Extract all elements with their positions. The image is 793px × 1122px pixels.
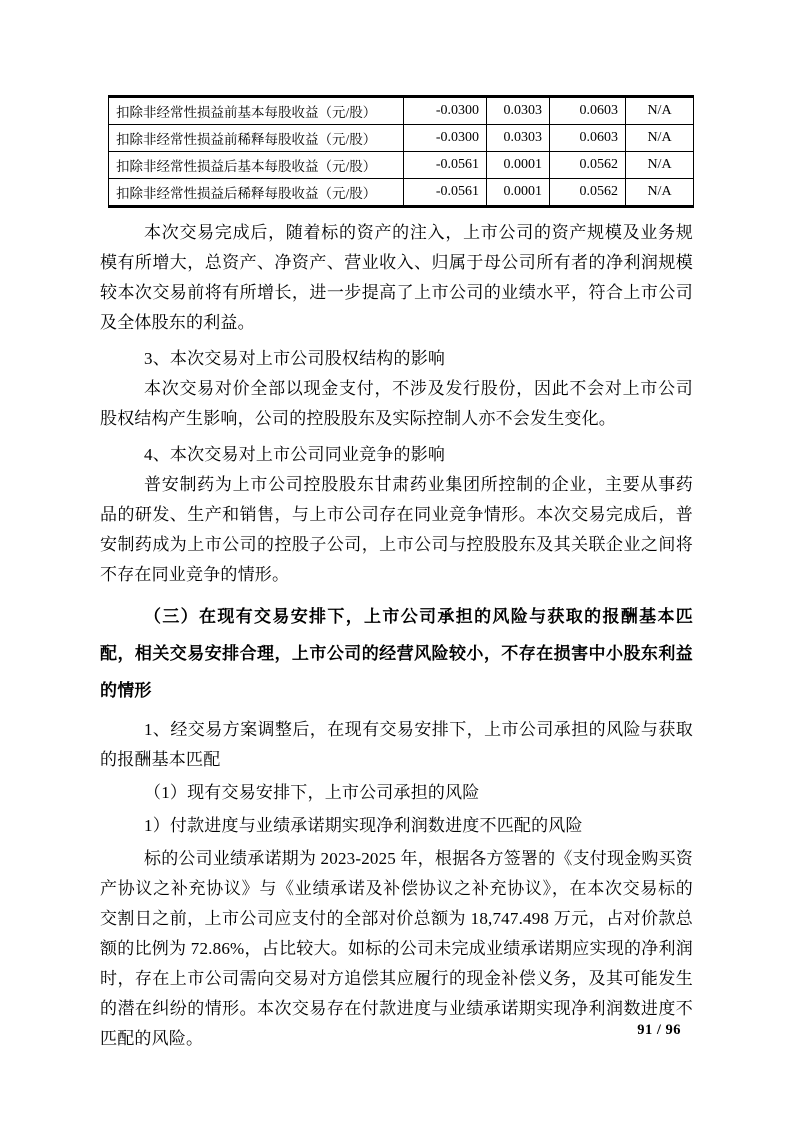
table-cell-value: N/A	[626, 179, 694, 207]
table-cell-label: 扣除非经常性损益后稀释每股收益（元/股）	[109, 179, 404, 207]
paragraph-risk-reward-adjusted: 1、经交易方案调整后，在现有交易安排下，上市公司承担的风险与获取的报酬基本匹配	[100, 720, 693, 769]
table-cell-value: 0.0303	[487, 97, 550, 125]
table-row	[109, 179, 694, 207]
table-cell-value: 0.0001	[487, 179, 550, 207]
table-cell-value: 0.0001	[487, 152, 550, 179]
table-row	[109, 125, 694, 152]
table-cell-value: -0.0300	[404, 125, 487, 152]
table-cell-value: 0.0562	[550, 152, 626, 179]
table-cell-label: 扣除非经常性损益后基本每股收益（元/股）	[109, 152, 404, 179]
paragraph-payment-schedule-risk: 标的公司业绩承诺期为 2023-2025 年，根据各方签署的《支付现金购买资产协议之补充协议》与《业绩承诺及补偿协议之补充协议》，在本次交易标的交割日之前，上市公司应支付的全部对价总额为 18,747.498 万元，占对价款总额的比例为 72.86%，占比较大。如标的公司未完成业绩承诺期应实现的净利润时，存在上市公司需向交易对方追偿其应履行的现金补偿义务，及其可能发生的潜在纠纷的情形。本次交易存在付款进度与业绩承诺期实现净利润数进度不匹配的风险。	[100, 849, 693, 1048]
table-cell-value: N/A	[626, 125, 694, 152]
table-cell-label: 扣除非经常性损益前基本每股收益（元/股）	[109, 97, 404, 125]
page-number: 91 / 96	[637, 1022, 681, 1038]
heading-risk-reward-match: （三）在现有交易安排下，上市公司承担的风险与获取的报酬基本匹配，相关交易安排合理，上市公司的经营风险较小，不存在损害中小股东利益的情形	[100, 607, 693, 700]
table-cell-value: N/A	[626, 152, 694, 179]
heading-current-arrangement-risk: （1）现有交易安排下，上市公司承担的风险	[144, 783, 480, 802]
paragraph-equity-structure: 本次交易对价全部以现金支付，不涉及发行股份，因此不会对上市公司股权结构产生影响，公司的控股股东及实际控制人亦不会发生变化。	[100, 379, 693, 428]
table-cell-value: -0.0561	[404, 179, 487, 207]
eps-table	[108, 95, 694, 208]
table-cell-value: 0.0603	[550, 97, 626, 125]
table-cell-label: 扣除非经常性损益前稀释每股收益（元/股）	[109, 125, 404, 152]
table-cell-value: 0.0603	[550, 125, 626, 152]
table-cell-value: N/A	[626, 97, 694, 125]
table-cell-value: -0.0300	[404, 97, 487, 125]
heading-equity-structure: 3、本次交易对上市公司股权结构的影响	[144, 349, 446, 368]
table-row	[109, 152, 694, 179]
heading-competition: 4、本次交易对上市公司同业竞争的影响	[144, 445, 446, 464]
table-row	[109, 97, 694, 125]
table-cell-value: 0.0303	[487, 125, 550, 152]
heading-payment-schedule-risk: 1）付款进度与业绩承诺期实现净利润数进度不匹配的风险	[144, 816, 583, 835]
table-cell-value: -0.0561	[404, 152, 487, 179]
table-cell-value: 0.0562	[550, 179, 626, 207]
paragraph-transaction-effect: 本次交易完成后，随着标的资产的注入，上市公司的资产规模及业务规模有所增大，总资产、净资产、营业收入、归属于母公司所有者的净利润规模较本次交易前将有所增长，进一步提高了上市公司的业绩水平，符合上市公司及全体股东的利益。	[100, 223, 693, 332]
paragraph-competition: 普安制药为上市公司控股股东甘肃药业集团所控制的企业，主要从事药品的研发、生产和销售，与上市公司存在同业竞争情形。本次交易完成后，普安制药成为上市公司的控股子公司，上市公司与控股股东及其关联企业之间将不存在同业竞争的情形。	[100, 475, 693, 584]
